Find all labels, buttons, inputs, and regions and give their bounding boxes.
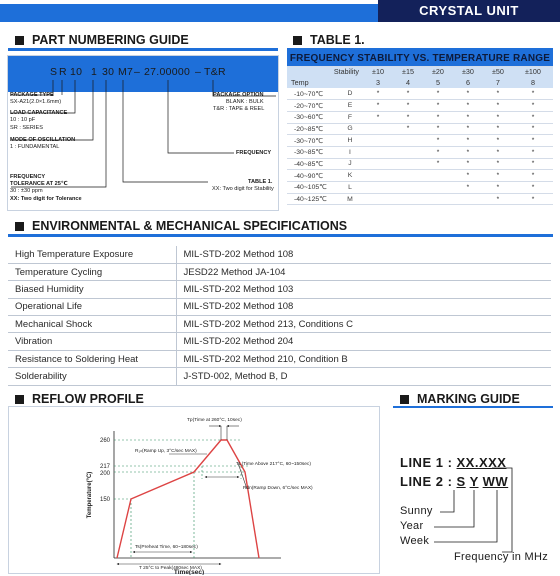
stability-label: Stability — [287, 66, 363, 77]
marking-line2: LINE 2 : S Y WW — [400, 474, 509, 489]
pn-seg-dash2: – — [195, 66, 202, 78]
stability-table-title: FREQUENCY STABILITY VS. TEMPERATURE RANGE — [287, 51, 553, 66]
table-row — [287, 111, 553, 123]
marking-line1: LINE 1 : XX.XXX — [400, 455, 507, 470]
temp-code-cell: I — [337, 146, 363, 158]
stability-code-header: 4 — [393, 77, 423, 88]
temp-range-cell: -40~125℃ — [287, 193, 337, 205]
availability-cell — [423, 193, 453, 205]
spec-value-cell: MIL-STD-202 Method 204 — [176, 333, 551, 350]
y-tick-150: 150 — [99, 497, 110, 503]
availability-cell: * — [483, 182, 513, 194]
availability-cell: * — [483, 100, 513, 112]
availability-cell: * — [483, 135, 513, 147]
table-row — [287, 100, 553, 112]
stability-col-header: ±30 — [453, 66, 483, 77]
temp-code-cell: F — [337, 111, 363, 123]
package-type-title: PACKAGE TYPE — [10, 92, 54, 98]
section-marking: MARKING GUIDE — [400, 392, 520, 406]
availability-cell — [363, 158, 393, 170]
availability-cell — [363, 170, 393, 182]
stability-code-header: 7 — [483, 77, 513, 88]
availability-cell — [393, 146, 423, 158]
annot-tl: TL(Time Above 217°C, 60~150sec) — [236, 462, 311, 467]
env-specs-table — [8, 246, 551, 386]
availability-cell: * — [393, 123, 423, 135]
annot-total: T 25°C to Peak(480sec MAX) — [139, 566, 202, 571]
marking-frequency: Frequency in MHz — [454, 551, 549, 563]
availability-cell: * — [363, 88, 393, 100]
section-table1: TABLE 1. — [293, 33, 365, 47]
spec-name-cell: Resistance to Soldering Heat — [8, 350, 176, 367]
temp-code-cell: D — [337, 88, 363, 100]
marking-line2-y: Y — [469, 474, 479, 489]
availability-cell: * — [483, 146, 513, 158]
table-row — [287, 158, 553, 170]
availability-cell — [363, 123, 393, 135]
table1-ref-title: TABLE 1. — [248, 179, 273, 185]
package-type-body: SX-A21(2.0×1.6mm) — [10, 99, 62, 105]
load-capacitance-title: LOAD CAPACITANCE — [10, 110, 68, 116]
availability-cell: * — [483, 193, 513, 205]
annot-preheat: Ts(Preheat Time, 60~180sec) — [135, 545, 198, 550]
pn-seg-dash1: – — [134, 66, 141, 78]
availability-cell: * — [423, 123, 453, 135]
y-tick-260: 260 — [99, 438, 110, 444]
availability-cell: * — [453, 111, 483, 123]
package-option-body2: T&R : TAPE & REEL — [213, 106, 265, 112]
availability-cell — [363, 182, 393, 194]
availability-cell: * — [363, 100, 393, 112]
part-numbering-diagram — [7, 55, 279, 211]
stability-col-header: ±100 — [513, 66, 553, 77]
table-row — [8, 333, 551, 350]
square-bullet-icon — [293, 36, 302, 45]
y-tick-200: 200 — [99, 471, 110, 477]
table-row — [287, 123, 553, 135]
availability-cell — [363, 146, 393, 158]
marking-sunny: Sunny — [400, 505, 433, 517]
availability-cell: * — [513, 100, 553, 112]
availability-cell: * — [423, 158, 453, 170]
temp-code-cell: M — [337, 193, 363, 205]
availability-cell: * — [513, 88, 553, 100]
freq-tolerance-title: FREQUENCY — [10, 174, 46, 180]
pn-seg-frequency: 27.00000 — [144, 66, 191, 78]
stability-table — [287, 51, 553, 205]
availability-cell: * — [513, 158, 553, 170]
load-capacitance-body: 10 : 10 pF SR : SERIES — [10, 117, 43, 131]
table1-ref-body: XX: Two digit for Stability — [212, 186, 274, 192]
availability-cell — [393, 158, 423, 170]
availability-cell: * — [483, 170, 513, 182]
availability-cell — [423, 170, 453, 182]
mode-title: MODE OF OSCILLATION — [10, 137, 76, 143]
pn-seg-r: R — [59, 66, 67, 78]
spec-name-cell: Solderability — [8, 368, 176, 385]
spec-value-cell: MIL-STD-202 Method 103 — [176, 281, 551, 298]
annot-tp: Tp(Time at 260°C, 10sec) — [187, 418, 242, 423]
reflow-ylabel: Temperature(°C) — [87, 471, 93, 519]
stability-col-header: ±50 — [483, 66, 513, 77]
square-bullet-icon — [15, 222, 24, 231]
temp-range-cell: -30~70℃ — [287, 135, 337, 147]
pn-seg-10: 10 — [70, 66, 83, 78]
availability-cell: * — [423, 146, 453, 158]
marking-line2-ww: WW — [482, 474, 509, 489]
availability-cell: * — [513, 170, 553, 182]
spec-value-cell: MIL-STD-202 Method 213, Conditions C — [176, 316, 551, 333]
annot-ramp-up: R₁ₙ(Ramp Up, 3°C/sec MAX) — [135, 449, 197, 454]
table-row — [287, 88, 553, 100]
table-row — [8, 368, 551, 385]
spec-name-cell: Biased Humidity — [8, 281, 176, 298]
table-row — [8, 350, 551, 367]
availability-cell — [393, 170, 423, 182]
availability-cell: * — [423, 88, 453, 100]
table-row — [287, 182, 553, 194]
availability-cell: * — [453, 146, 483, 158]
spec-name-cell: Temperature Cycling — [8, 263, 176, 280]
temp-range-cell: -20~70℃ — [287, 100, 337, 112]
availability-cell — [423, 182, 453, 194]
availability-cell: * — [453, 170, 483, 182]
stability-col-header: ±10 — [363, 66, 393, 77]
availability-cell: * — [393, 100, 423, 112]
temp-code-cell: J — [337, 158, 363, 170]
availability-cell: * — [453, 135, 483, 147]
spec-name-cell: Mechanical Shock — [8, 316, 176, 333]
availability-cell: * — [393, 111, 423, 123]
marking-year: Year — [400, 520, 424, 532]
pn-seg-m7: M7 — [118, 66, 134, 78]
availability-cell: * — [453, 158, 483, 170]
pn-seg-s: S — [50, 66, 58, 78]
availability-cell: * — [513, 146, 553, 158]
stability-code-header: 8 — [513, 77, 553, 88]
section-part-numbering: PART NUMBERING GUIDE — [15, 33, 189, 47]
header-accent-bar — [0, 4, 378, 22]
availability-cell: * — [423, 111, 453, 123]
temp-code-cell: E — [337, 100, 363, 112]
reflow-xlabel: Time(sec) — [173, 569, 205, 575]
freq-tolerance-body: 30 : ±30 ppm — [10, 188, 43, 194]
availability-cell — [393, 182, 423, 194]
availability-cell: * — [423, 100, 453, 112]
temp-label: Temp — [287, 77, 363, 88]
marking-week: Week — [400, 535, 430, 547]
pn-seg-1: 1 — [91, 66, 98, 78]
table-row — [287, 170, 553, 182]
availability-cell: * — [453, 88, 483, 100]
spec-value-cell: JESD22 Method JA-104 — [176, 263, 551, 280]
availability-cell: * — [513, 193, 553, 205]
section-reflow: REFLOW PROFILE — [15, 392, 144, 406]
temp-range-cell: -40~90℃ — [287, 170, 337, 182]
square-bullet-icon — [15, 395, 24, 404]
availability-cell — [453, 193, 483, 205]
temp-code-cell: L — [337, 182, 363, 194]
temp-range-cell: -10~70℃ — [287, 88, 337, 100]
product-title: CRYSTAL UNIT — [378, 0, 560, 22]
table-row — [287, 146, 553, 158]
spec-name-cell: Vibration — [8, 333, 176, 350]
availability-cell: * — [483, 158, 513, 170]
frequency-title: FREQUENCY — [236, 150, 272, 156]
table-row — [287, 135, 553, 147]
temp-range-cell: -30~60℃ — [287, 111, 337, 123]
stability-code-header: 5 — [423, 77, 453, 88]
availability-cell: * — [483, 123, 513, 135]
availability-cell: * — [513, 182, 553, 194]
availability-cell: * — [453, 100, 483, 112]
table-row — [8, 316, 551, 333]
temp-range-cell: -40~105℃ — [287, 182, 337, 194]
spec-value-cell: J-STD-002, Method B, D — [176, 368, 551, 385]
temp-range-cell: -30~85℃ — [287, 146, 337, 158]
section-env: ENVIRONMENTAL & MECHANICAL SPECIFICATIONS — [15, 219, 347, 233]
y-tick-217: 217 — [99, 464, 110, 470]
annot-ramp-down: Rdn(Ramp Down, 6°C/sec MAX) — [243, 486, 313, 491]
spec-value-cell: MIL-STD-202 Method 108 — [176, 246, 551, 263]
temp-range-cell: -40~85℃ — [287, 158, 337, 170]
pn-seg-30: 30 — [102, 66, 115, 78]
availability-cell: * — [453, 123, 483, 135]
stability-col-header: ±20 — [423, 66, 453, 77]
section-underline — [8, 48, 278, 51]
availability-cell — [363, 135, 393, 147]
table-row — [8, 298, 551, 315]
availability-cell: * — [453, 182, 483, 194]
section-underline — [8, 234, 553, 237]
availability-cell: * — [363, 111, 393, 123]
availability-cell: * — [513, 123, 553, 135]
availability-cell: * — [483, 111, 513, 123]
stability-code-header: 6 — [453, 77, 483, 88]
table-row — [8, 281, 551, 298]
availability-cell — [393, 193, 423, 205]
marking-line1-value: XX.XXX — [456, 455, 507, 470]
table-row — [287, 193, 553, 205]
stability-code-header: 3 — [363, 77, 393, 88]
availability-cell: * — [513, 135, 553, 147]
availability-cell — [363, 193, 393, 205]
freq-tolerance-title2: TOLERANCE AT 25℃ — [10, 181, 68, 187]
spec-name-cell: High Temperature Exposure — [8, 246, 176, 263]
availability-cell: * — [483, 88, 513, 100]
mode-body: 1 : FUNDAMENTAL — [10, 144, 60, 150]
spec-value-cell: MIL-STD-202 Method 210, Condition B — [176, 350, 551, 367]
availability-cell: * — [423, 135, 453, 147]
table-row — [8, 246, 551, 263]
availability-cell — [393, 135, 423, 147]
marking-line2-s: S — [456, 474, 466, 489]
top-header — [0, 0, 560, 22]
square-bullet-icon — [15, 36, 24, 45]
spec-name-cell: Operational Life — [8, 298, 176, 315]
availability-cell: * — [513, 111, 553, 123]
stability-col-header: ±15 — [393, 66, 423, 77]
table-row — [8, 263, 551, 280]
reflow-profile-chart — [8, 406, 380, 574]
temp-code-cell: H — [337, 135, 363, 147]
temp-code-cell: K — [337, 170, 363, 182]
section-underline — [393, 406, 553, 408]
package-option-title: PACKAGE OPTION — [213, 92, 264, 98]
reflow-profile-svg — [9, 407, 381, 575]
pn-seg-tr: T&R — [204, 66, 226, 78]
temp-range-cell: -20~85℃ — [287, 123, 337, 135]
reflow-curve — [117, 440, 259, 558]
availability-cell: * — [393, 88, 423, 100]
package-option-body1: BLANK : BULK — [226, 99, 264, 105]
square-bullet-icon — [400, 395, 409, 404]
freq-tolerance-note: XX: Two digit for Tolerance — [10, 196, 82, 202]
temp-code-cell: G — [337, 123, 363, 135]
spec-value-cell: MIL-STD-202 Method 108 — [176, 298, 551, 315]
